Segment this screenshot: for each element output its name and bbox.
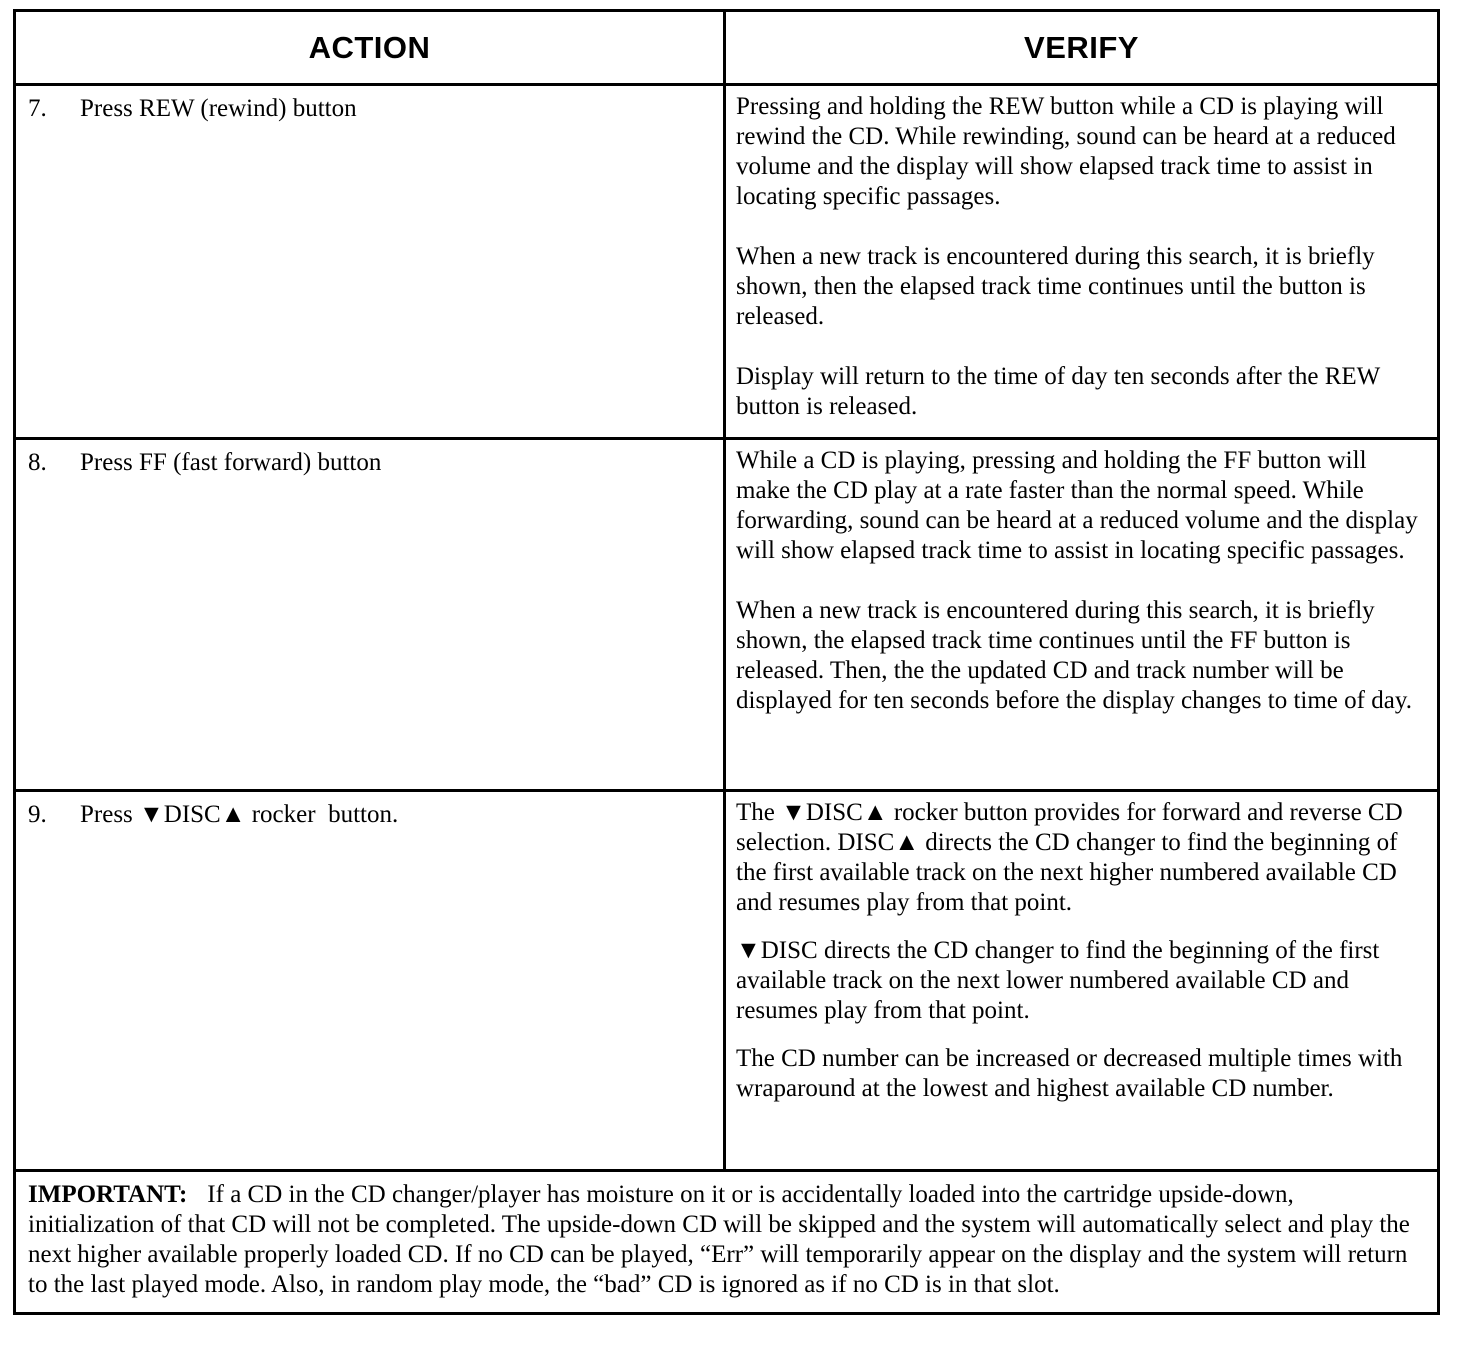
header-row: [15, 11, 1439, 85]
step-action: Press FF (fast forward) button: [80, 449, 382, 476]
important-row: [15, 1171, 1439, 1314]
table-row: [15, 85, 1439, 439]
table-row: [15, 791, 1439, 1171]
verify-cell: [725, 791, 1439, 1171]
action-cell: [15, 85, 725, 439]
step-action: Press ▼DISC▲ rocker button.: [80, 801, 399, 828]
header-action: ACTION: [15, 11, 725, 85]
verify-paragraph: While a CD is playing, pressing and holding the FF button will make the CD play at a rate faster than the normal speed. While forwarding, sound can be heard at a reduced volume and the display will show elapsed track time to assist in locating specific passages.: [736, 447, 1418, 564]
important-note: [15, 1171, 1439, 1314]
action-cell: [15, 439, 725, 791]
step-number: 8.: [28, 449, 47, 476]
verify-paragraph: The CD number can be increased or decreased multiple times with wraparound at the lowest and highest available CD number.: [736, 1045, 1403, 1102]
verify-paragraph: The ▼DISC▲ rocker button provides for forward and reverse CD selection. DISC▲ directs the CD changer to find the beginning of the first available track on the next higher numbered available CD and resumes play from that point.: [736, 799, 1403, 916]
action-cell: [15, 791, 725, 1171]
table-row: [15, 439, 1439, 791]
important-text: If a CD in the CD changer/player has moisture on it or is accidentally loaded into the cartridge upside-down, initialization of that CD will not be completed. The upside-down CD will be skipped and the system will automatically select and play the next higher available properly loaded CD. If no CD can be played, “Err” will temporarily appear on the display and the system will return to the last played mode. Also, in random play mode, the “bad” CD is ignored as if no CD is in that slot.: [28, 1181, 1410, 1298]
step-number: 7.: [28, 95, 47, 122]
header-verify: VERIFY: [725, 11, 1439, 85]
verify-paragraph: Display will return to the time of day ten seconds after the REW button is released.: [736, 363, 1380, 420]
step-action: Press REW (rewind) button: [80, 95, 357, 122]
verify-paragraph: When a new track is encountered during this search, it is briefly shown, the elapsed track time continues until the FF button is released. Then, the the updated CD and track number will be displayed for ten seconds before the display changes to time of day.: [736, 597, 1412, 714]
verify-cell: [725, 85, 1439, 439]
important-label: IMPORTANT:: [28, 1181, 188, 1208]
verify-paragraph: When a new track is encountered during this search, it is briefly shown, then the elapsed track time continues until the button is released.: [736, 243, 1375, 330]
verify-paragraph: Pressing and holding the REW button while a CD is playing will rewind the CD. While rewinding, sound can be heard at a reduced volume and the display will show elapsed track time to assist in locating specific passages.: [736, 93, 1396, 210]
verify-cell: [725, 439, 1439, 791]
step-number: 9.: [28, 801, 47, 828]
action-verify-table: [13, 9, 1440, 1315]
verify-paragraph: ▼DISC directs the CD changer to find the beginning of the first available track on the next lower numbered available CD and resumes play from that point.: [736, 937, 1380, 1024]
